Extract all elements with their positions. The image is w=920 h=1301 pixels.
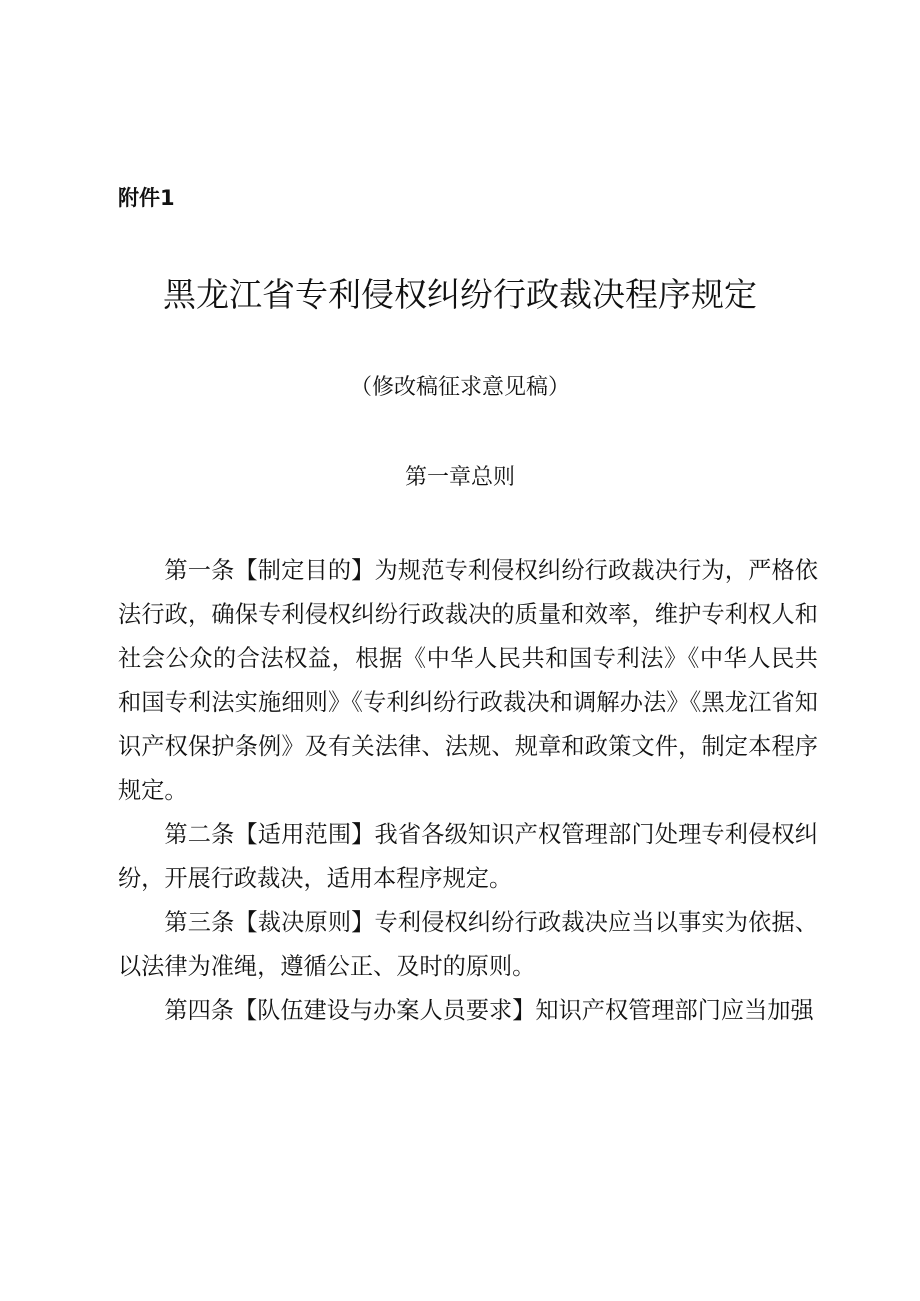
document-subtitle: （修改稿征求意见稿） [349,375,570,400]
article-1-paragraph: 第一条【制定目的】为规范专利侵权纠纷行政裁决行为，严格依法行政，确保专利侵权纠纷行政裁决的质量和效率，维护专利权人和社会公众的合法权益，根据《中华人民共和国专利法》《中华人民共和国专利法实施细则》《专利纠纷行政裁决和调解办法》《黑龙江省知识产权保护条例》及有关法律、法规、规章和政策文件，制定本程序规定。 [118,557,818,804]
attachment-label: 附件1 [118,186,175,210]
article-2-paragraph: 第二条【适用范围】我省各级知识产权管理部门处理专利侵权纠纷，开展行政裁决，适用本程序规定。 [118,821,818,892]
chapter-heading: 第一章总则 [404,465,515,490]
article-3-paragraph: 第三条【裁决原则】专利侵权纠纷行政裁决应当以事实为依据、以法律为准绳，遵循公正、及时的原则。 [118,909,818,980]
document-body [118,549,818,1033]
document-title: 黑龙江省专利侵权纠纷行政裁决程序规定 [163,275,757,314]
article-4-paragraph: 第四条【队伍建设与办案人员要求】知识产权管理部门应当加强 [164,997,814,1024]
